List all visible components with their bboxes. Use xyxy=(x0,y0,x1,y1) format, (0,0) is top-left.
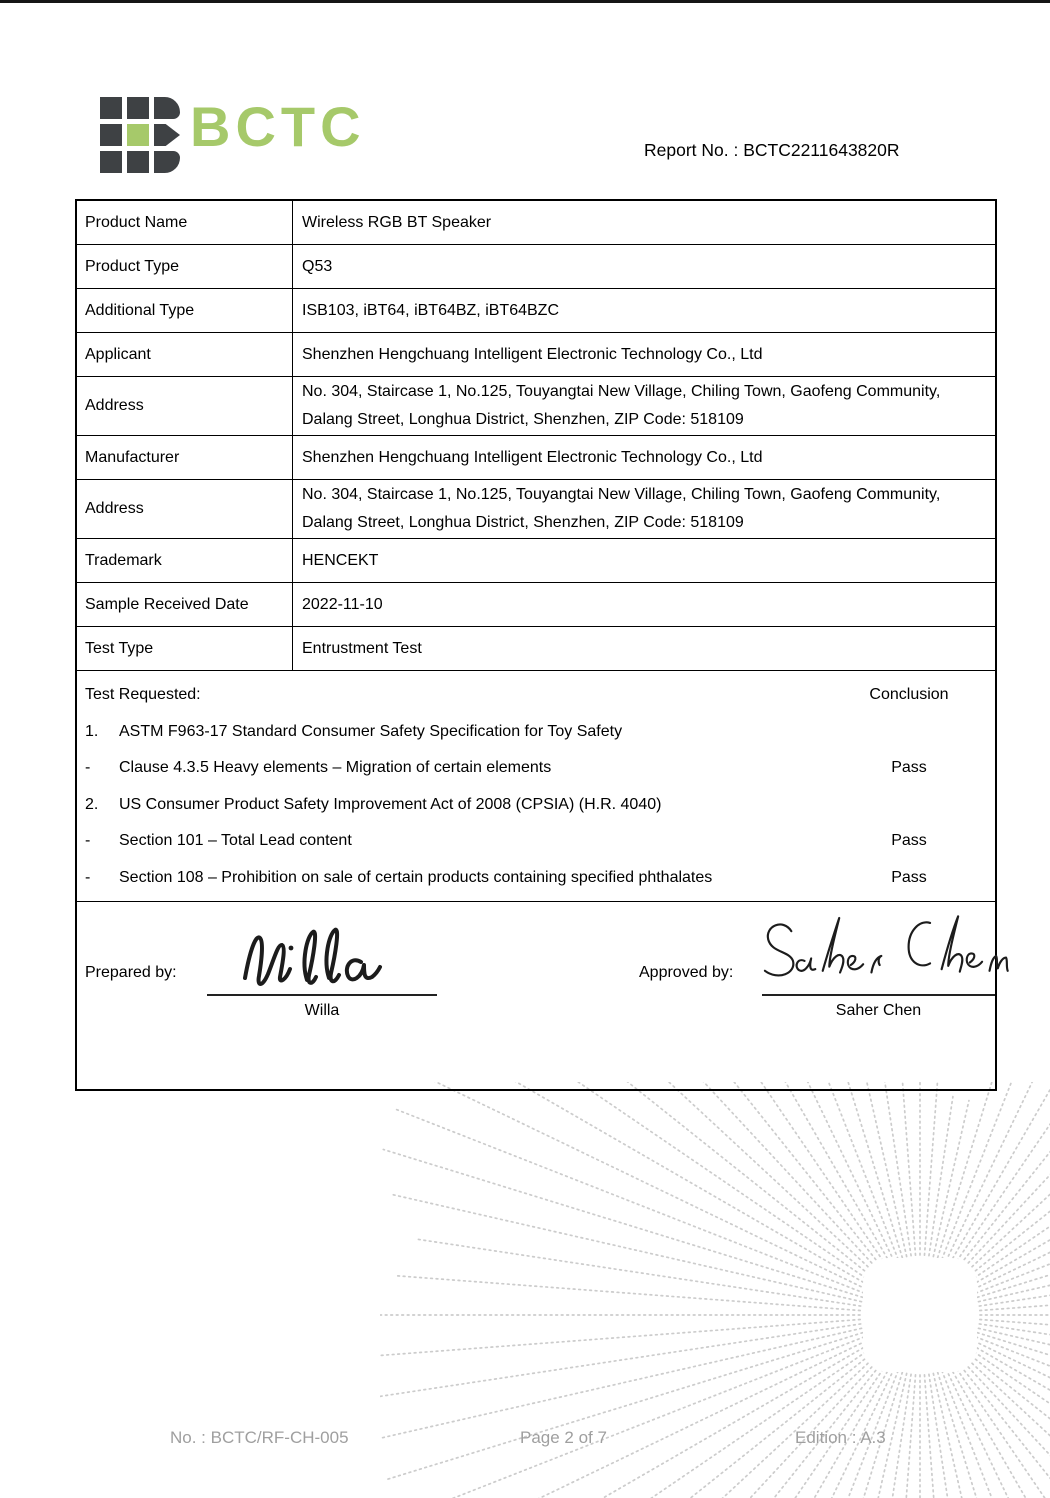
table-row xyxy=(77,245,995,289)
table-row xyxy=(77,583,995,627)
radial-dots-watermark-icon xyxy=(380,1082,1050,1498)
test-item xyxy=(77,750,995,787)
test-item-text: ASTM F963-17 Standard Consumer Safety Specification for Toy Safety xyxy=(119,722,623,740)
row-label: Address xyxy=(77,377,293,435)
logo-square xyxy=(154,151,180,173)
logo-square xyxy=(100,124,122,146)
footer-edition: Edition : A.3 xyxy=(795,1428,886,1447)
prepared-name: Willa xyxy=(304,1002,340,1019)
row-label: Address xyxy=(77,480,293,538)
table-row xyxy=(77,377,995,436)
prepared-signature-image xyxy=(237,914,397,996)
table-row xyxy=(77,289,995,333)
row-value: Shenzhen Hengchuang Intelligent Electronic Technology Co., Ltd xyxy=(302,345,763,363)
report-table xyxy=(75,199,997,1091)
test-requested-header xyxy=(77,677,995,714)
test-item-prefix: 2. xyxy=(85,795,99,813)
bctc-logo-icon xyxy=(100,97,176,173)
row-label: Test Type xyxy=(77,627,293,670)
test-item xyxy=(77,714,995,751)
test-item-text: Clause 4.3.5 Heavy elements – Migration of certain elements xyxy=(119,759,552,777)
logo-square xyxy=(127,97,149,119)
test-item-text: Section 101 – Total Lead content xyxy=(119,832,352,850)
signature-section xyxy=(77,902,995,1089)
row-value: HENCEKT xyxy=(302,551,379,569)
test-item-prefix: - xyxy=(85,759,91,777)
row-value: No. 304, Staircase 1, No.125, Touyangtai New Village, Chiling Town, Gaofeng Community, Dalang Street, Longhua District, Shenzhen, ZIP Code: 518109 xyxy=(302,486,941,531)
table-row xyxy=(77,627,995,671)
logo-square xyxy=(100,97,122,119)
conclusion-header: Conclusion xyxy=(869,686,949,704)
row-label: Additional Type xyxy=(77,289,293,332)
logo-square xyxy=(100,151,122,173)
prepared-signature-line xyxy=(207,994,437,996)
logo-wordmark: BCTC xyxy=(190,95,366,158)
test-item xyxy=(77,860,995,897)
test-item-result: Pass xyxy=(891,759,927,777)
approved-name: Saher Chen xyxy=(835,1002,922,1019)
row-label: Trademark xyxy=(77,539,293,582)
test-item xyxy=(77,787,995,824)
row-label: Applicant xyxy=(77,333,293,376)
prepared-by-label: Prepared by: xyxy=(85,964,177,981)
test-item-prefix: - xyxy=(85,868,91,886)
logo-square xyxy=(154,97,180,119)
approved-signature-image xyxy=(755,908,1011,994)
footer-doc-number: No. : BCTC/RF-CH-005 xyxy=(170,1428,349,1447)
test-item-prefix: 1. xyxy=(85,722,99,740)
report-number: Report No. : BCTC2211643820R xyxy=(644,140,900,160)
row-value: ISB103, iBT64, iBT64BZ, iBT64BZC xyxy=(302,301,559,319)
top-rule xyxy=(0,0,1050,3)
table-row xyxy=(77,539,995,583)
logo-green-square xyxy=(127,124,149,146)
row-label: Manufacturer xyxy=(77,436,293,479)
table-row xyxy=(77,436,995,480)
table-row xyxy=(77,201,995,245)
row-value: Q53 xyxy=(302,257,333,275)
logo-square xyxy=(127,151,149,173)
row-label: Product Name xyxy=(77,201,293,244)
row-value: Shenzhen Hengchuang Intelligent Electronic Technology Co., Ltd xyxy=(302,448,763,466)
footer-page-number: Page 2 of 7 xyxy=(520,1428,607,1447)
table-row xyxy=(77,480,995,539)
test-item-result: Pass xyxy=(891,868,927,886)
row-value: Wireless RGB BT Speaker xyxy=(302,213,492,231)
test-item-text: Section 108 – Prohibition on sale of certain products containing specified phthalates xyxy=(119,868,713,886)
row-label: Product Type xyxy=(77,245,293,288)
row-value: No. 304, Staircase 1, No.125, Touyangtai New Village, Chiling Town, Gaofeng Community, Dalang Street, Longhua District, Shenzhen, ZIP Code: 518109 xyxy=(302,383,941,428)
test-item-prefix: - xyxy=(85,832,91,850)
table-row xyxy=(77,333,995,377)
test-item-text: US Consumer Product Safety Improvement Act of 2008 (CPSIA) (H.R. 4040) xyxy=(119,795,662,813)
test-item-result: Pass xyxy=(891,832,927,850)
row-value: 2022-11-10 xyxy=(302,595,383,613)
approved-signature-line xyxy=(762,994,995,996)
test-requested-section xyxy=(77,671,995,902)
row-value: Entrustment Test xyxy=(302,639,422,657)
row-label: Sample Received Date xyxy=(77,583,293,626)
logo-square xyxy=(154,124,180,146)
test-requested-title: Test Requested: xyxy=(85,686,201,704)
test-item xyxy=(77,823,995,860)
approved-by-label: Approved by: xyxy=(639,964,734,981)
